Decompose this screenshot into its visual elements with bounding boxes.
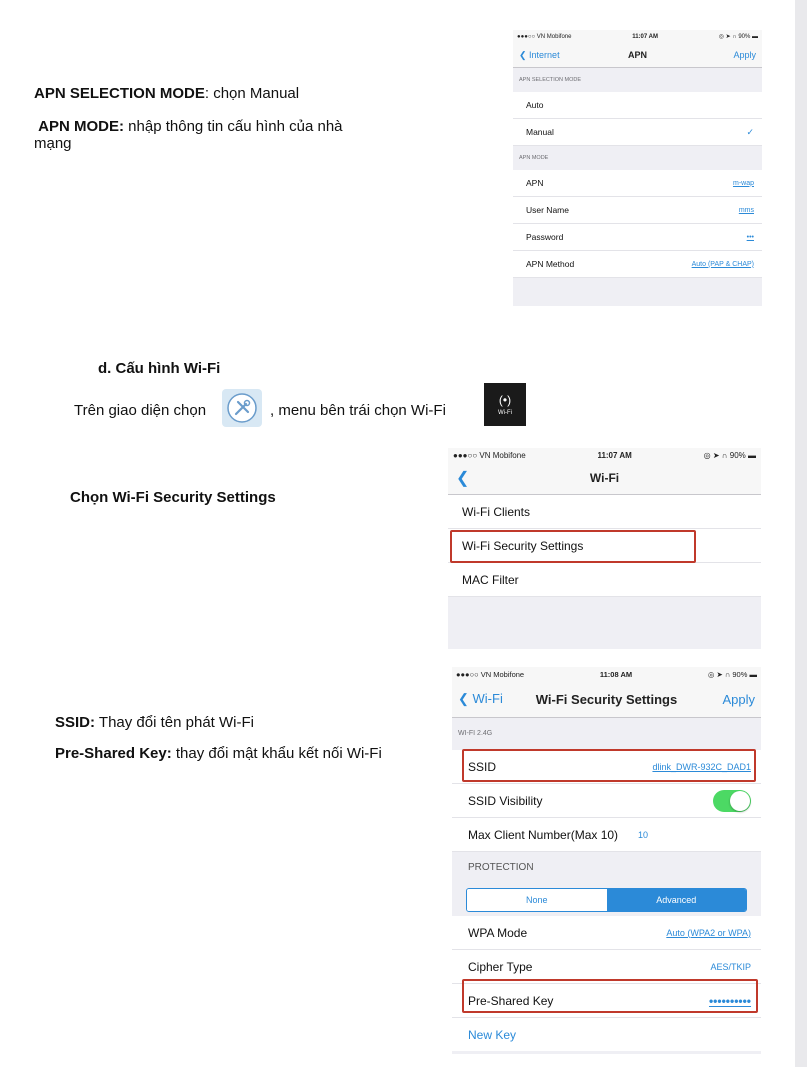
section-header: PROTECTION — [468, 862, 534, 873]
psk-desc-label: Pre-Shared Key: — [55, 745, 172, 762]
battery-icon: ▬ — [750, 33, 758, 40]
apn-selection-mode-desc: : chọn Manual — [204, 85, 300, 102]
carrier-name: VN Mobifone — [536, 33, 572, 40]
signal-dots-icon: ●●●○○ — [456, 669, 481, 679]
ssid-highlight-box — [462, 749, 756, 782]
status-bar — [452, 667, 761, 681]
new-key-button[interactable]: New Key — [468, 1027, 517, 1042]
apn-method-row[interactable] — [513, 251, 762, 278]
menu-item-label: MAC Filter — [462, 572, 519, 587]
row-label: WPA Mode — [468, 925, 528, 940]
ssid-value[interactable]: dlink_DWR-932C_DAD1 — [652, 761, 751, 772]
row-label: SSID Visibility — [468, 793, 543, 808]
status-bar — [448, 448, 761, 462]
psk-value[interactable]: •••••••••• — [708, 993, 751, 1008]
segment-advanced[interactable]: Advanced — [607, 889, 747, 911]
row-value[interactable]: ••• — [746, 233, 754, 241]
apn-mode-desc-1: nhập thông tin cấu hình của nhà — [124, 118, 343, 135]
back-button[interactable]: ❮ Internet — [519, 49, 560, 60]
apn-row[interactable] — [513, 170, 762, 197]
location-icon: ◎ ➤ ∩ — [707, 669, 733, 679]
row-label: SSID — [468, 759, 497, 774]
password-row[interactable] — [513, 224, 762, 251]
max-client-value[interactable]: 10 — [638, 829, 649, 840]
nav-title: APN — [627, 50, 647, 60]
protection-segmented-control — [466, 888, 747, 912]
wifi-menu-icon: (•) Wi-Fi — [484, 383, 526, 426]
apn-mode-label: APN MODE: — [38, 118, 125, 135]
status-bar — [513, 30, 762, 43]
row-label: Pre-Shared Key — [468, 993, 554, 1008]
apn-mode-desc-2: mạng — [34, 135, 72, 152]
back-label: Wi-Fi — [472, 691, 503, 706]
status-time: 11:08 AM — [599, 669, 633, 679]
psk-desc-text: thay đổi mật khẩu kết nối Wi-Fi — [171, 745, 382, 762]
battery-percent: 90% — [738, 33, 751, 40]
ssid-visibility-row — [452, 784, 761, 818]
battery-percent: 90% — [729, 450, 746, 460]
row-value[interactable]: Auto (PAP & CHAP) — [691, 260, 754, 268]
carrier-name: VN Mobifone — [480, 669, 525, 679]
row-label: APN Method — [526, 259, 575, 269]
option-label: Manual — [526, 127, 554, 137]
nav-bar — [452, 681, 761, 718]
ssid-visibility-toggle[interactable] — [713, 790, 751, 812]
row-label: Max Client Number(Max 10) — [468, 827, 619, 842]
cipher-type-value[interactable]: AES/TKIP — [710, 961, 751, 972]
menu-item-label: Wi-Fi Security Settings — [462, 538, 584, 553]
apply-button[interactable]: Apply — [722, 691, 755, 707]
tools-icon — [222, 389, 262, 427]
instruction-line — [74, 402, 206, 419]
section-header: WI-FI 2.4G — [458, 730, 493, 737]
psk-highlight-box — [462, 979, 758, 1013]
wpa-mode-value[interactable]: Auto (WPA2 or WPA) — [666, 927, 751, 938]
status-time: 11:07 AM — [632, 33, 658, 40]
ssid-desc-label: SSID: — [55, 714, 96, 731]
wpa-mode-row[interactable] — [452, 916, 761, 950]
menu-item-wifi-clients[interactable] — [448, 495, 761, 529]
row-label: User Name — [526, 205, 569, 215]
signal-dots-icon: ●●●○○ — [453, 450, 480, 460]
location-icon: ◎ ➤ ∩ — [703, 450, 730, 460]
nav-bar — [448, 462, 761, 495]
battery-icon: ▬ — [747, 669, 757, 679]
menu-item-mac-filter[interactable] — [448, 563, 761, 597]
wifi-icon-caption: Wi-Fi — [498, 409, 512, 416]
apn-selection-mode-label: APN SELECTION MODE — [34, 85, 205, 102]
option-manual[interactable] — [513, 119, 762, 146]
option-label: Auto — [526, 100, 544, 110]
back-button[interactable]: ❮ Wi-Fi — [458, 691, 503, 706]
psk-desc — [55, 745, 382, 762]
back-label: Internet — [529, 49, 560, 60]
instruction-text-1: Trên giao diện chọn — [74, 402, 207, 419]
carrier-name: VN Mobifone — [479, 450, 526, 460]
section-header: APN SELECTION MODE — [519, 77, 582, 83]
apn-selection-mode-text — [34, 85, 299, 102]
location-icon: ◎ ➤ ∩ — [718, 34, 739, 40]
checkmark-icon: ✓ — [746, 126, 754, 137]
page-edge — [795, 0, 807, 1067]
section-header: APN MODE — [519, 155, 549, 161]
option-auto[interactable] — [513, 92, 762, 119]
segment-none[interactable]: None — [467, 889, 607, 911]
highlight-box — [450, 530, 696, 563]
signal-dots-icon: ●●●○○ — [517, 33, 537, 40]
section-heading: d. Cấu hình Wi-Fi — [98, 360, 221, 377]
row-value[interactable]: mms — [738, 206, 754, 214]
wifi-screenshot — [448, 448, 761, 649]
battery-icon: ▬ — [745, 450, 756, 460]
max-client-row[interactable] — [452, 818, 761, 852]
ssid-desc — [55, 714, 254, 731]
new-key-row[interactable] — [452, 1018, 761, 1051]
nav-title: Wi-Fi — [589, 471, 620, 485]
battery-percent: 90% — [732, 669, 748, 679]
username-row[interactable] — [513, 197, 762, 224]
status-time: 11:07 AM — [597, 450, 632, 460]
instruction-line-2 — [270, 402, 446, 419]
security-screenshot — [452, 667, 761, 1054]
menu-item-label: Wi-Fi Clients — [462, 504, 530, 519]
protection-section — [452, 852, 761, 916]
row-value[interactable]: m-wap — [732, 179, 754, 187]
nav-title: Wi-Fi Security Settings — [535, 691, 678, 707]
apn-screenshot — [513, 30, 762, 306]
row-label: APN — [526, 178, 544, 188]
apn-mode-text — [34, 118, 394, 152]
instruction-text-2: , menu bên trái chọn Wi-Fi — [270, 402, 446, 419]
row-label: Cipher Type — [468, 959, 533, 974]
choose-security-text: Chọn Wi-Fi Security Settings — [70, 489, 276, 506]
row-label: Password — [526, 232, 564, 242]
nav-bar — [513, 43, 762, 68]
ssid-desc-text: Thay đổi tên phát Wi-Fi — [95, 714, 254, 731]
apply-button[interactable]: Apply — [733, 50, 756, 60]
back-chevron-icon[interactable]: ❮ — [456, 470, 470, 487]
